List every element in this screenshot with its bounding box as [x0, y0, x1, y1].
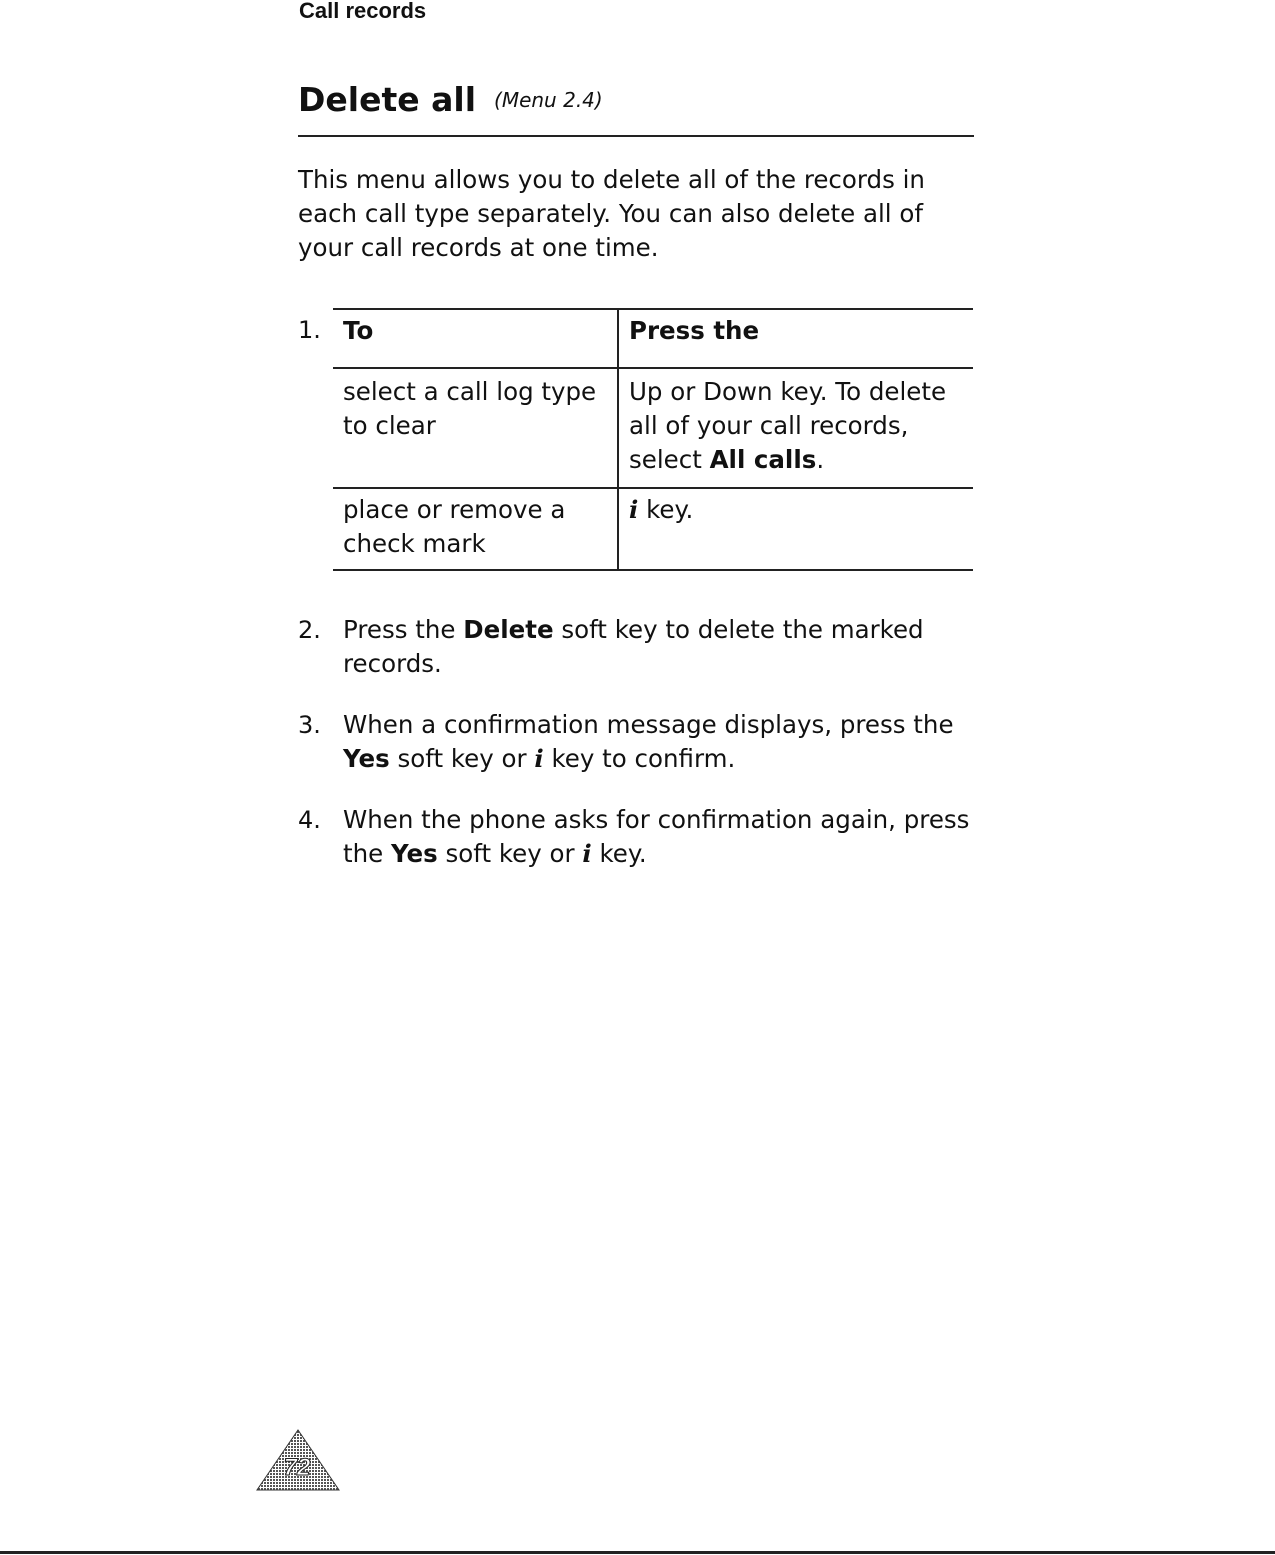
yes-key-label: Yes — [391, 839, 438, 868]
press-text: Up or Down key. To delete all of your call records, select — [629, 377, 947, 474]
table-cell-to: place or remove a check mark — [333, 488, 618, 570]
table-cell-press — [618, 488, 973, 570]
all-calls-label: All calls — [709, 445, 817, 474]
page-number: 72 — [283, 1454, 311, 1481]
step-text: When the phone asks for confirmation again, press the — [343, 805, 970, 868]
table-header-press: Press the — [618, 309, 973, 368]
step-text: Press the — [343, 615, 464, 644]
delete-key-label: Delete — [463, 615, 554, 644]
table-cell-to: select a call log type to clear — [333, 368, 618, 488]
step-text: key. — [591, 839, 647, 868]
step-4-number: 4. — [298, 806, 321, 834]
step-3-text — [343, 708, 973, 776]
step-text: soft key or — [437, 839, 583, 868]
table-cell-press — [618, 368, 973, 488]
step-text: When a confirmation message displays, press the — [343, 710, 954, 739]
step-2-number: 2. — [298, 616, 321, 644]
page-number-badge — [255, 1428, 341, 1492]
step-1-number: 1. — [298, 316, 321, 344]
i-key-icon: i — [629, 495, 639, 524]
bottom-rule — [0, 1551, 1275, 1554]
press-text-end: . — [816, 445, 825, 474]
step-text: soft key or — [389, 744, 535, 773]
section-heading — [298, 80, 974, 137]
step-text: key to confirm. — [543, 744, 736, 773]
running-head: Call records — [299, 0, 427, 23]
table-row — [333, 368, 973, 488]
table-header-row — [333, 309, 973, 368]
section-title: Delete all — [298, 80, 477, 119]
step-text: soft key to delete the marked records. — [343, 615, 924, 678]
key-table — [333, 308, 973, 571]
step-3-number: 3. — [298, 711, 321, 739]
yes-key-label: Yes — [343, 744, 390, 773]
step-4-text — [343, 803, 973, 871]
menu-reference: (Menu 2.4) — [494, 88, 603, 112]
i-key-icon: i — [534, 744, 544, 773]
i-key-icon: i — [582, 839, 592, 868]
table-header-to: To — [333, 309, 618, 368]
step-2-text — [343, 613, 973, 681]
table-row — [333, 488, 973, 570]
press-text-end: key. — [638, 495, 694, 524]
intro-paragraph: This menu allows you to delete all of the records in each call type separately. You can also delete all of your call records at one time. — [298, 165, 925, 262]
